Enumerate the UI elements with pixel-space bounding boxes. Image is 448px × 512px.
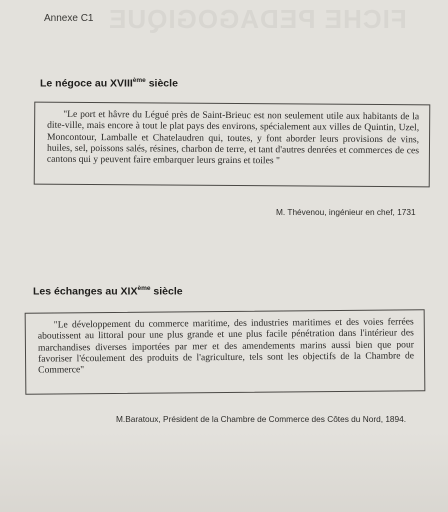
section-title-superscript: ème: [132, 77, 146, 84]
quote-box-baratoux: [25, 309, 426, 394]
annexe-label: Annexe C1: [44, 13, 94, 24]
section-title-suffix: siècle: [145, 77, 178, 90]
attribution-baratoux: M.Baratoux, Président de la Chambre de Commerce des Côtes du Nord, 1894.: [116, 414, 407, 424]
quote-text: "Le port et hâvre du Légué près de Saint-Brieuc est non seulement utile aux habitants de la dite-ville, mais encore à tout le plat pays des environs, spécialement aux villes de Quintin, Uzel, Moncontour, Lamballe et Chatelaudren qui, toutes, y font aborder leurs provisions de vins, huiles, sel, poissons salés, résines, charbon de terre, et tant d'autres denrées et commerces de ces cantons qui y peuvent faire embarquer leurs grains et toiles ": [46, 108, 420, 167]
quote-text: "Le développement du commerce maritime, des industries maritimes et des voies ferrées aboutissent au littoral pour une plus grande et une plus facile pénétration dans l'intérieur des marchandises diverses importées par mer et des amendements marins aussi bien que pour favoriser l'écoulement des produits de l'agriculture, tels sont les objectifs de la Chambre de Commerce": [37, 316, 415, 376]
section-title-18th-century: [40, 77, 178, 90]
section-title-suffix: siècle: [150, 285, 183, 298]
quote-box-thevenou: [34, 102, 431, 188]
section-title-superscript: ème: [137, 285, 151, 292]
section-title-text: Le négoce au XVIII: [40, 77, 133, 90]
section-title-19th-century: [33, 285, 183, 298]
show-through-title: FICHE PEDAGOGIQUE: [108, 4, 407, 34]
attribution-thevenou: M. Thévenou, ingénieur en chef, 1731: [276, 207, 416, 217]
section-title-text: Les échanges au XIX: [33, 285, 138, 298]
page-shadow: [0, 432, 448, 512]
